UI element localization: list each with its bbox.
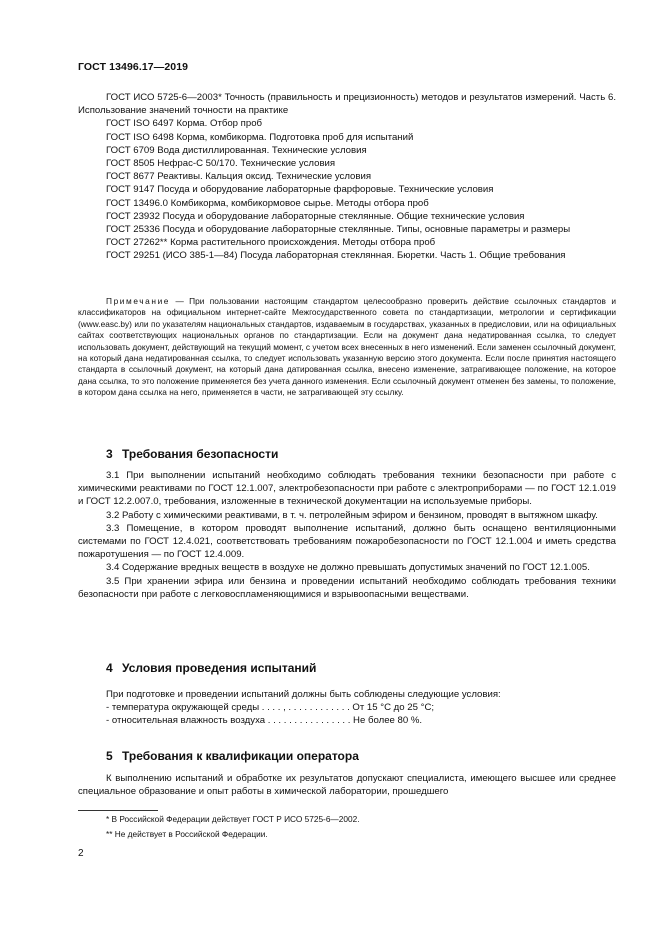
paragraph: 3.1 При выполнении испытаний необходимо соблюдать требования техники безопасности при работе с химическими реактивами по ГОСТ 12.1.007, электробезопасности при работе с электроприборами — по ГОСТ 12.1.019 и ГОСТ 12.2.007.0, требования, изложенные в технической документации на используемые приборы. [78, 470, 616, 508]
reference-item: ГОСТ 8505 Нефрас-С 50/170. Технические условия [106, 158, 336, 170]
reference-item: ГОСТ 25336 Посуда и оборудование лабораторные стеклянные. Типы, основные параметры и размеры [106, 224, 571, 236]
reference-item: ГОСТ ИСО 5725-6—2003* Точность (правильность и прецизионность) методов и результатов измерений. Часть 6. Использование значений точности на практике [78, 92, 616, 117]
section-3-body [78, 469, 616, 601]
section-title: Условия проведения испытаний [122, 661, 317, 675]
reference-item: ГОСТ 27262** Корма растительного происхождения. Методы отбора проб [106, 237, 436, 249]
section-5-body [78, 772, 616, 798]
section-title: Требования безопасности [122, 447, 279, 461]
footnote: * В Российской Федерации действует ГОСТ Р ИСО 5725-6—2002. [106, 814, 360, 824]
paragraph: 3.3 Помещение, в котором проводят выполнение испытаний, должно быть оснащено вентиляционными системами по ГОСТ 12.4.021, соответствовать требованиям пожаробезопасности по ГОСТ 12.1.004 и иметь средства пожаротушения — по ГОСТ 12.4.009. [78, 522, 616, 561]
section-3-heading [106, 447, 278, 461]
paragraph: 3.5 При хранении эфира или бензина и проведении испытаний необходимо соблюдать требования техники безопасности при работе с легковоспламеняющимися и взрывоопасными веществами. [78, 575, 616, 600]
section-4-heading [106, 661, 316, 675]
section-number: 4 [106, 661, 113, 675]
note-text: — При пользовании настоящим стандартом целесообразно проверить действие ссылочных стандартов и классификаторов на официальном интернет-сайте Межгосударственного совета по стандартизации, метрологии и сертификации (www.easc.by) или по указателям национальных стандартов, издаваемым в государствах, указанных в предисловии, или на официальных сайтах соответствующих национальных органов по стандартизации. Если на документ дана недатированная ссылка, то следует использовать документ, действующий на текущий момент, с учетом всех внесенных в него изменений. Если заменен ссылочный документ, на который дана недатированная ссылка, то следует использовать указанную версию этого документа. Если после принятия настоящего стандарта в ссылочный документ, на который дана датированная ссылка, внесено изменение, затрагивающее положение, на которое дана ссылка, то это положение применяется без учета данного изменения. Если ссылочный документ отменен без замены, то положение, в котором дана ссылка на него, применяется в части, не затрагивающей эту ссылку. [78, 296, 616, 398]
condition-item: - относительная влажность воздуха . . . . . . . . . . . . . . . . Не более 80 %. [106, 715, 423, 727]
reference-item: ГОСТ 13496.0 Комбикорма, комбикормовое сырье. Методы отбора проб [106, 197, 429, 209]
footnote: ** Не действует в Российской Федерации. [106, 829, 268, 839]
footnote-divider [78, 810, 158, 811]
section-4-body [78, 688, 616, 728]
page-number: 2 [78, 848, 84, 859]
reference-item: ГОСТ ISO 6498 Корма, комбикорма. Подготовка проб для испытаний [106, 131, 414, 143]
paragraph: К выполнению испытаний и обработке их результатов допускают специалиста, имеющего высшее или среднее специальное образование и опыт работы в химической лаборатории, прошедшего [78, 773, 616, 798]
reference-item: ГОСТ 23932 Посуда и оборудование лабораторные стеклянные. Общие технические условия [106, 210, 525, 222]
reference-item: ГОСТ 6709 Вода дистиллированная. Технические условия [106, 144, 367, 156]
paragraph: 3.2 Работу с химическими реактивами, в т. ч. петролейным эфиром и бензином, проводят в вытяжном шкафу. [106, 509, 598, 521]
reference-item: ГОСТ 9147 Посуда и оборудование лабораторные фарфоровые. Технические условия [106, 184, 494, 196]
condition-item: - температура окружающей среды . . . . , . . . . . . . . . . . . От 15 °С до 25 °С; [106, 702, 435, 714]
paragraph: При подготовке и проведении испытаний должны быть соблюдены следующие условия: [106, 689, 501, 700]
section-number: 3 [106, 447, 113, 461]
paragraph: 3.4 Содержание вредных веществ в воздухе не должно превышать допустимых значений по ГОСТ 12.1.005. [106, 562, 590, 574]
section-number: 5 [106, 749, 113, 763]
section-5-heading [106, 749, 359, 763]
document-header: ГОСТ 13496.17—2019 [78, 61, 189, 73]
section-title: Требования к квалификации оператора [122, 749, 359, 763]
reference-item: ГОСТ 29251 (ИСО 385-1—84) Посуда лабораторная стеклянная. Бюретки. Часть 1. Общие требования [106, 250, 566, 262]
reference-item: ГОСТ ISO 6497 Корма. Отбор проб [106, 118, 263, 130]
note-block [78, 296, 616, 399]
note-label: Примечание [106, 296, 171, 306]
reference-item: ГОСТ 8677 Реактивы. Кальция оксид. Технические условия [106, 171, 372, 183]
normative-references-list [78, 91, 616, 263]
